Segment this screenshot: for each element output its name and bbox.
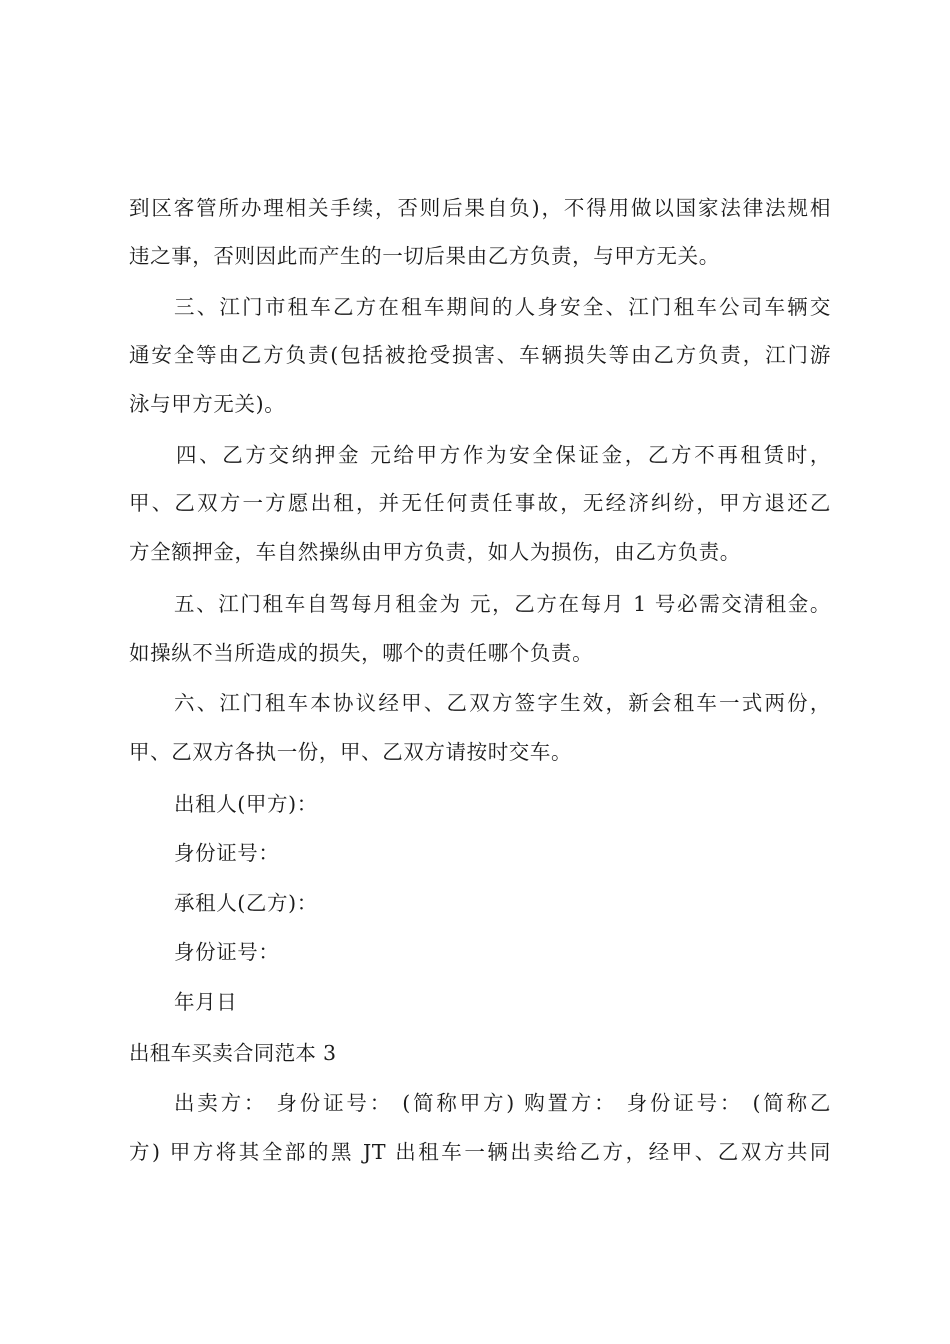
paragraph-line: 甲、乙双方各执一份，甲、乙双方请按时交车。 — [129, 740, 573, 764]
paragraph-line: 泳与甲方无关)。 — [129, 392, 286, 416]
date-label: 年月日 — [174, 990, 238, 1014]
clause-6-line: 六、江门租车本协议经甲、乙双方签字生效，新会租车一式两份， — [174, 691, 831, 715]
paragraph-line: 到区客管所办理相关手续，否则后果自负)，不得用做以国家法律法规相 — [129, 196, 831, 220]
section-title: 出租车买卖合同范本 3 — [129, 1041, 337, 1065]
clause-4-line: 四、乙方交纳押金 元给甲方作为安全保证金，乙方不再租赁时， — [176, 443, 831, 467]
lessee-id-label: 身份证号： — [174, 940, 280, 964]
lessor-id-label: 身份证号： — [174, 841, 280, 865]
clause-5-line: 五、江门租车自驾每月租金为 元，乙方在每月 1 号必需交清租金。 — [174, 592, 831, 616]
paragraph-line: 违之事，否则因此而产生的一切后果由乙方负责，与甲方无关。 — [129, 244, 720, 268]
clause-3-line: 三、江门市租车乙方在租车期间的人身安全、江门租车公司车辆交 — [174, 295, 831, 319]
paragraph-line: 如操纵不当所造成的损失，哪个的责任哪个负责。 — [129, 641, 594, 665]
lessee-label: 承租人(乙方)： — [174, 891, 318, 915]
paragraph-line: 甲、乙双方一方愿出租，并无任何责任事故，无经济纠纷，甲方退还乙 — [129, 491, 831, 515]
paragraph-line: 方) 甲方将其全部的黑 JT 出租车一辆出卖给乙方，经甲、乙双方共同 — [129, 1140, 831, 1164]
paragraph-line: 出卖方： 身份证号： (简称甲方) 购置方： 身份证号： (简称乙 — [174, 1091, 831, 1115]
paragraph-line: 通安全等由乙方负责(包括被抢受损害、车辆损失等由乙方负责，江门游 — [129, 343, 831, 367]
paragraph-line: 方全额押金，车自然操纵由甲方负责，如人为损伤，由乙方负责。 — [129, 540, 741, 564]
lessor-label: 出租人(甲方)： — [174, 792, 318, 816]
